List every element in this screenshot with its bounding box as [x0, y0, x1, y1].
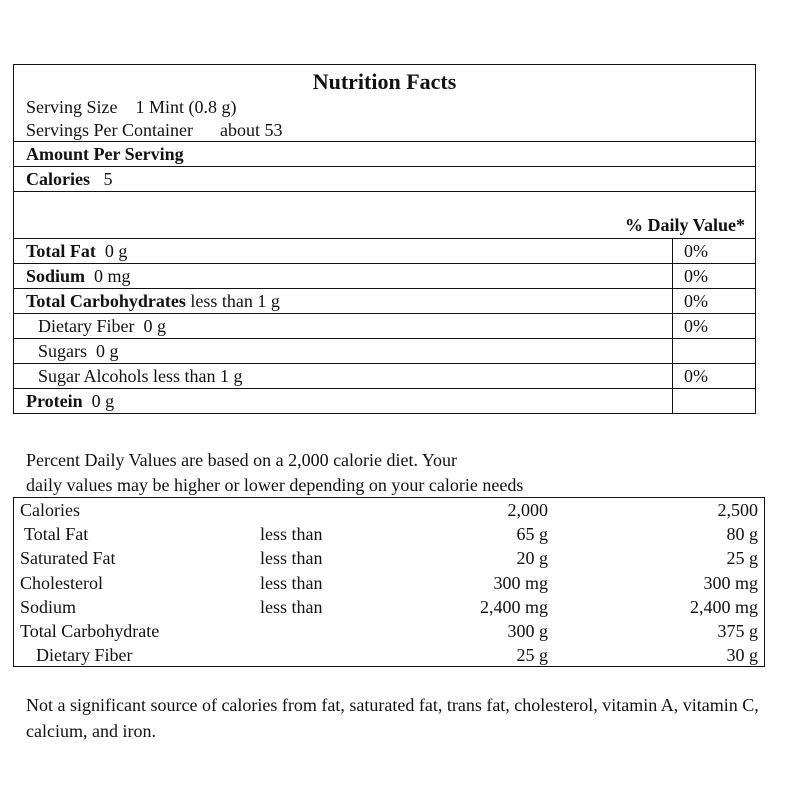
- nutrient-name: Sugars: [38, 341, 87, 361]
- dv-2000-value: 2,000: [507, 500, 548, 520]
- table-row: [14, 571, 764, 595]
- table-row: [14, 595, 764, 619]
- serving-size-label: Serving Size: [26, 97, 118, 117]
- dv-2500-value: 30 g: [726, 645, 758, 666]
- daily-values-note: [26, 448, 626, 498]
- table-row: [14, 522, 764, 546]
- label-title: Nutrition Facts: [312, 69, 457, 94]
- nutrient-name: Sugar Alcohols less than 1 g: [38, 366, 243, 386]
- nutrient-amount: 0 g: [91, 391, 115, 411]
- nutrient-name: Sodium: [26, 266, 86, 286]
- nutrient-amount: 0 g: [104, 241, 128, 261]
- nutrient-row-sodium: [14, 263, 755, 288]
- dv-nutrient-name: Total Fat: [24, 524, 89, 545]
- nutrient-amount: less than 1 g: [190, 291, 280, 311]
- nutrient-row-sugar-alcohols: [14, 363, 755, 388]
- dv-qualifier: less than: [260, 572, 323, 593]
- dv-2500-value: 2,400 mg: [689, 596, 758, 617]
- dv-nutrient-name: Cholesterol: [20, 572, 103, 593]
- dv-qualifier: less than: [260, 548, 323, 569]
- dv-2500-value: 25 g: [726, 548, 758, 569]
- dv-nutrient-name: Total Carbohydrate: [20, 620, 160, 641]
- daily-value-header-row: [14, 213, 755, 238]
- nutrient-amount: 0 g: [143, 316, 166, 336]
- footer-note: Not a significant source of calories from fat, saturated fat, trans fat, cholesterol, vitamin A, vitamin C, calcium, and iron.: [26, 695, 759, 741]
- nutrient-row-protein: [14, 388, 755, 413]
- dv-2000-value: 2,400 mg: [479, 596, 548, 617]
- dv-nutrient-name: Saturated Fat: [20, 548, 116, 569]
- dv-2000-value: 300 mg: [493, 572, 548, 593]
- amount-per-serving-row: [14, 141, 755, 166]
- nutrient-dv: [672, 389, 755, 413]
- nutrition-facts-label: [13, 64, 756, 414]
- dv-nutrient-name: Calories: [20, 500, 80, 520]
- daily-values-table: [13, 497, 765, 667]
- dv-nutrient-name: Dietary Fiber: [36, 645, 133, 666]
- calories-value: 5: [103, 169, 113, 189]
- servings-per-container-value: about 53: [219, 120, 283, 140]
- serving-size-value: 1 Mint (0.8 g): [135, 97, 237, 117]
- nutrient-dv: 0%: [672, 264, 755, 288]
- nutrient-dv: [672, 339, 755, 363]
- servings-per-container-label: Servings Per Container: [26, 120, 193, 140]
- note-line-2: daily values may be higher or lower depending on your calorie needs: [26, 475, 524, 495]
- daily-value-header: % Daily Value*: [624, 215, 745, 235]
- dv-qualifier: less than: [260, 524, 323, 545]
- dv-2000-value: 300 g: [507, 620, 548, 641]
- calories-label: Calories: [26, 169, 90, 189]
- nutrient-dv: 0%: [672, 289, 755, 313]
- nutrient-row-total-fat: [14, 238, 755, 263]
- nutrient-name: Total Fat: [26, 241, 96, 261]
- nutrient-row-sugars: [14, 338, 755, 363]
- calories-row: [14, 166, 755, 191]
- table-row: [14, 546, 764, 570]
- nutrient-name: Dietary Fiber: [38, 316, 135, 336]
- nutrient-dv: 0%: [672, 314, 755, 338]
- dv-2000-value: 65 g: [516, 524, 548, 545]
- amount-per-serving: Amount Per Serving: [26, 144, 184, 164]
- servings-per-container-line: [14, 119, 755, 141]
- spacer-row: [14, 191, 755, 213]
- nutrient-dv: 0%: [672, 239, 755, 263]
- serving-size-line: [14, 95, 755, 119]
- dv-2500-value: 80 g: [726, 524, 758, 545]
- nutrient-amount: 0 mg: [94, 266, 131, 286]
- nutrient-name: Total Carbohydrates: [26, 291, 186, 311]
- nutrient-amount: 0 g: [96, 341, 119, 361]
- nutrient-dv: 0%: [672, 364, 755, 388]
- dv-2000-value: 20 g: [516, 548, 548, 569]
- note-line-1: Percent Daily Values are based on a 2,000 calorie diet. Your: [26, 450, 458, 470]
- nutrient-name: Protein: [26, 391, 83, 411]
- table-row: [14, 619, 764, 643]
- nutrient-row-dietary-fiber: [14, 313, 755, 338]
- nutrient-row-total-carbohydrates: [14, 288, 755, 313]
- dv-nutrient-name: Sodium: [20, 596, 77, 617]
- dv-qualifier: less than: [260, 596, 323, 617]
- dv-2500-value: 2,500: [717, 500, 758, 520]
- dv-2000-value: 25 g: [516, 645, 548, 666]
- dv-2500-value: 375 g: [717, 620, 758, 641]
- table-row: [14, 498, 764, 522]
- table-row: [14, 643, 764, 667]
- dv-2500-value: 300 mg: [703, 572, 758, 593]
